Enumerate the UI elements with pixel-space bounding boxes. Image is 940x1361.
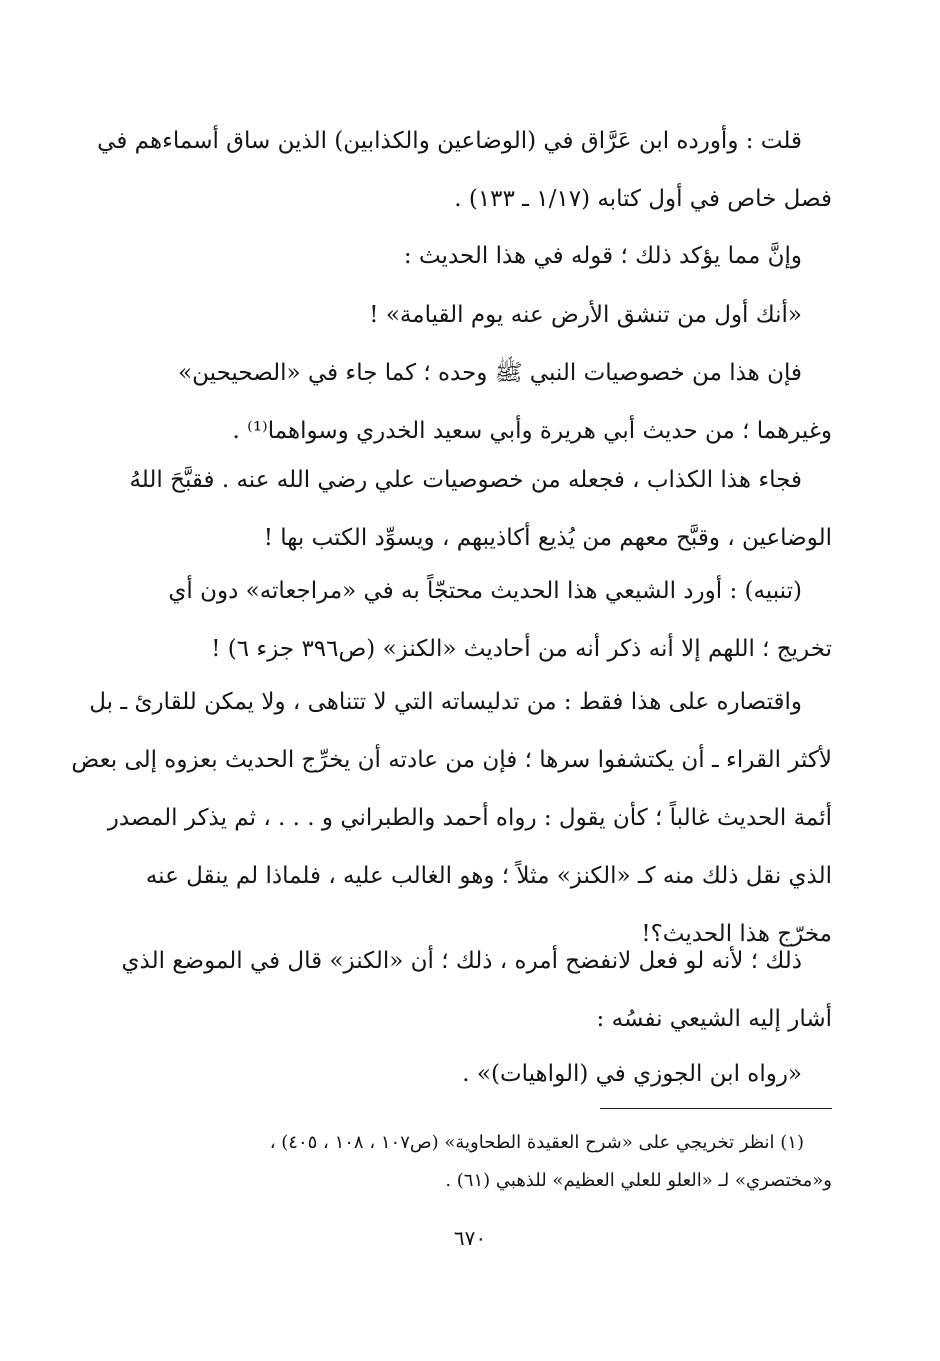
- paragraph-9: [97, 1045, 832, 1103]
- text-line: قلت : وأورده ابن عَرَّاق في (الوضاعين والكذابين) الذين ساق أسماءهم في: [97, 128, 802, 154]
- text-line: (تنبيه) : أورد الشيعي هذا الحديث محتجّاً به في «مراجعاته» دون أي: [168, 578, 802, 604]
- text-line: مخرّج هذا الحديث؟!: [641, 921, 832, 947]
- paragraph-7: [71, 673, 832, 963]
- text-line: وإنَّ مما يؤكد ذلك ؛ قوله في هذا الحديث :: [403, 243, 802, 269]
- text-line: فجاء هذا الكذاب ، فجعله من خصوصيات علي رضي الله عنه . فقبَّحَ اللهُ: [129, 467, 802, 493]
- paragraph-3: [97, 286, 832, 344]
- paragraph-2: [97, 227, 832, 285]
- text-line: أئمة الحديث غالباً ؛ كأن يقول : رواه أحمد والطبراني و . . . ، ثم يذكر المصدر: [107, 805, 832, 831]
- quoted-hadith: «أنك أول من تنشق الأرض عنه يوم القيامة» !: [369, 302, 802, 328]
- text-line: فإن هذا من خصوصيات النبي ﷺ وحده ؛ كما جاء في «الصحيحين»: [178, 360, 802, 386]
- text-line: لأكثر القراء ـ أن يكتشفوا سرها ؛ فإن من عادته أن يخرِّج الحديث بعزوه إلى بعض: [71, 747, 832, 773]
- page-number: ٦٧٠: [453, 1226, 487, 1250]
- paragraph-1: [97, 112, 832, 228]
- footnotes: [92, 1124, 832, 1200]
- footnote-line: و«مختصري» لـ «العلو للعلي العظيم» للذهبي (٦١) .: [445, 1170, 832, 1191]
- text-line: وغيرهما ؛ من حديث أبي هريرة وأبي سعيد الخدري وسواهما⁽¹⁾ .: [232, 418, 832, 444]
- text-line: واقتصاره على هذا فقط : من تدليساته التي لا تتناهى ، ولا يمكن للقارئ ـ بل: [89, 689, 802, 715]
- footnote-divider: [600, 1108, 832, 1109]
- footnote-line: (١) انظر تخريجي على «شرح العقيدة الطحاوية» (ص١٠٧ ، ١٠٨ ، ٤٠٥) ،: [269, 1132, 804, 1153]
- paragraph-4: [97, 344, 832, 460]
- quoted-text: «رواه ابن الجوزي في (الواهيات)» .: [462, 1061, 802, 1087]
- text-line: فصل خاص في أول كتابه (١/١٧ ـ ١٣٣) .: [454, 186, 832, 212]
- text-line: الوضاعين ، وقبَّح معهم من يُذيع أكاذيبهم ، ويسوِّد الكتب بها !: [263, 525, 832, 551]
- text-line: تخريج ؛ اللهم إلا أنه ذكر أنه من أحاديث «الكنز» (ص٣٩٦ جزء ٦) !: [211, 636, 832, 662]
- paragraph-6-note: [97, 562, 832, 678]
- text-line: الذي نقل ذلك منه كـ «الكنز» مثلاً ؛ وهو الغالب عليه ، فلماذا لم ينقل عنه: [145, 863, 832, 889]
- paragraph-8: [97, 932, 832, 1048]
- text-line: ذلك ؛ لأنه لو فعل لانفضح أمره ، ذلك ؛ أن «الكنز» قال في الموضع الذي: [121, 948, 802, 974]
- paragraph-5: [97, 451, 832, 567]
- text-line: أشار إليه الشيعي نفسُه :: [596, 1006, 832, 1032]
